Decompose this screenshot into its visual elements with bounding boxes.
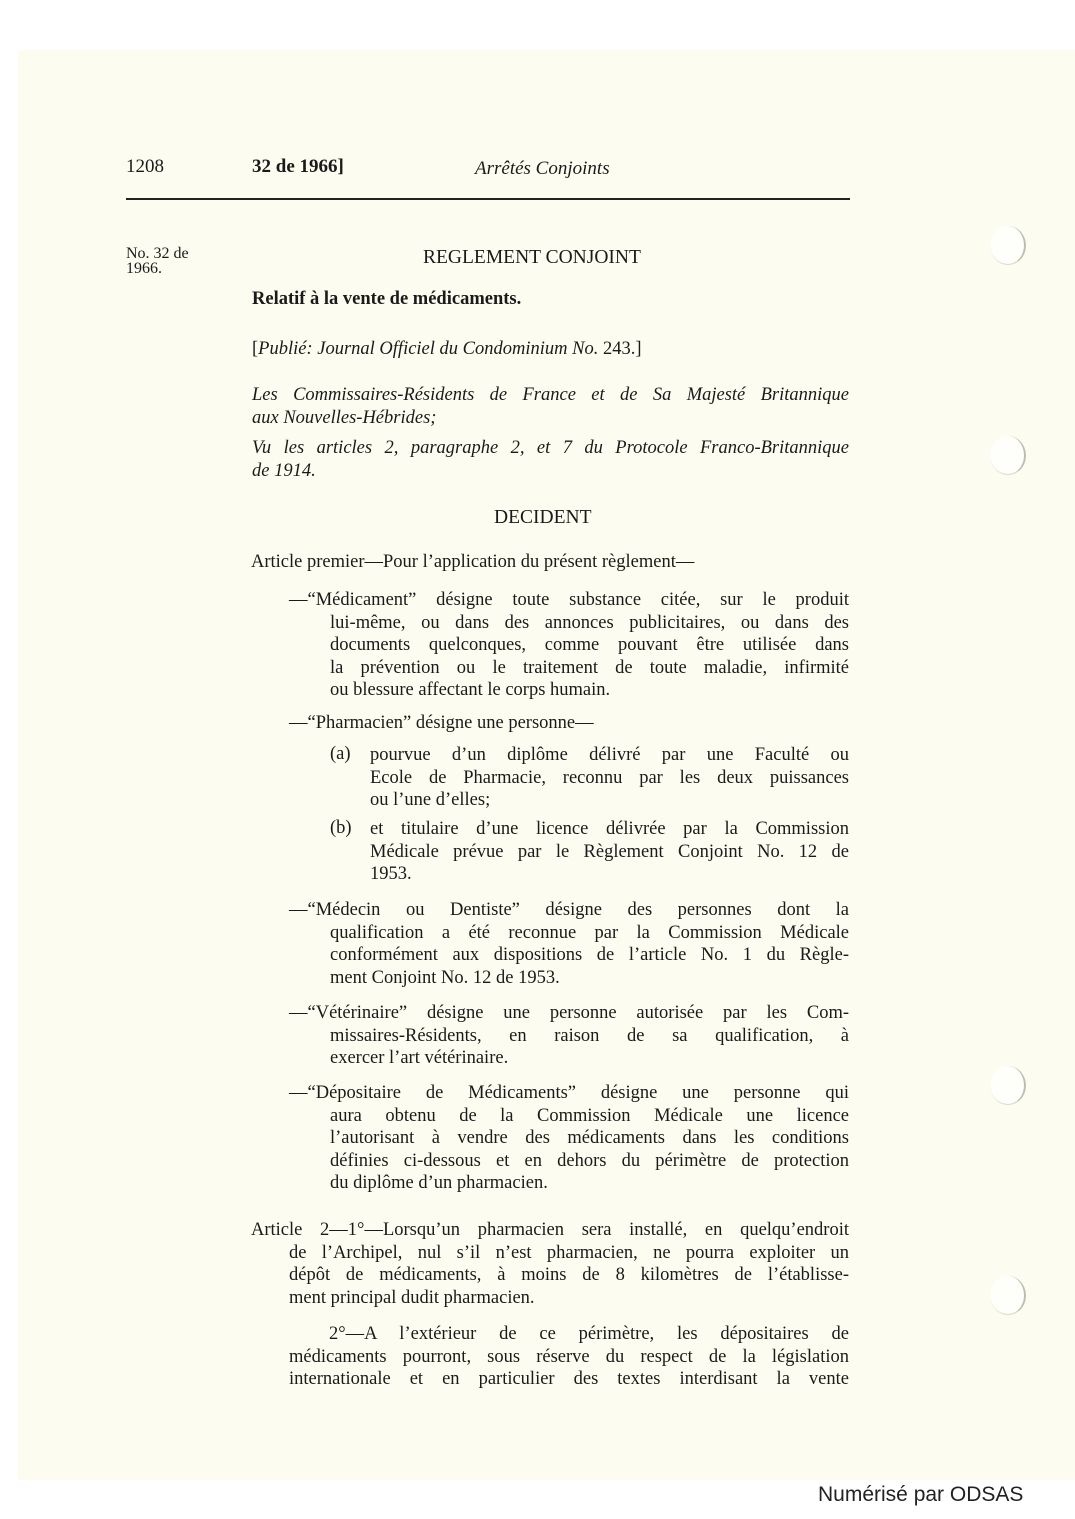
text-line: médicaments pourront, sous réserve du respect de la législation (289, 1346, 849, 1367)
article-2-paragraph-2 (289, 1323, 849, 1391)
text-line: l’autorisant à vendre des médicaments dans les conditions (330, 1128, 849, 1149)
text-line: exercer l’art vétérinaire. (330, 1048, 509, 1069)
text-line: ment principal dudit pharmacien. (289, 1287, 535, 1308)
text-line: internationale et en particulier des textes interdisant la vente (289, 1369, 849, 1390)
text-line: 2°—A l’extérieur de ce périmètre, les dépositaires de (329, 1324, 849, 1344)
text-line: ou blessure affectant le corps humain. (330, 680, 611, 701)
text-line: la prévention ou le traitement de toute maladie, infirmité (330, 657, 849, 678)
text-line: pourvue d’un diplôme délivré par une Faculté ou (370, 745, 849, 765)
punch-hole (990, 1066, 1026, 1105)
text-line: de l’Archipel, nul s’il n’est pharmacien, ne pourra exploiter un (289, 1242, 849, 1263)
punch-hole (990, 1276, 1026, 1315)
text-line: définies ci-dessous et en dehors du périmètre de protection (330, 1150, 849, 1171)
text-line: qualification a été reconnue par la Commission Médicale (330, 922, 849, 943)
definition-medicament (289, 589, 849, 702)
header-reference: 32 de 1966] (252, 156, 344, 177)
item-b-label: (b) (330, 818, 352, 838)
text-line: Article 2—1°—Lorsqu’un pharmacien sera installé, en quelqu’endroit (251, 1220, 849, 1240)
definition-pharmacien: —“Pharmacien” désigne une personne— (289, 713, 594, 733)
text-line: aux Nouvelles-Hébrides; (252, 407, 437, 428)
text-line: ment Conjoint No. 12 de 1953. (330, 967, 560, 988)
running-title: Arrêtés Conjoints (475, 158, 610, 179)
article-2-paragraph-1 (251, 1219, 849, 1309)
text-line: —“Dépositaire de Médicaments” désigne une personne qui (289, 1083, 849, 1103)
text-line: 1953. (370, 864, 412, 885)
article-1-intro: Article premier—Pour l’application du présent règlement— (251, 552, 695, 572)
preamble-protocol (252, 437, 849, 482)
preamble-residents (252, 384, 849, 429)
text-line: de 1914. (252, 460, 316, 481)
margin-note-line: 1966. (126, 260, 162, 277)
text-line: missaires-Résidents, en raison de sa qualification, à (330, 1025, 849, 1046)
text-line: conformément aux dispositions de l’article No. 1 du Règle- (330, 945, 849, 966)
punch-hole (990, 226, 1026, 265)
text-line: lui-même, ou dans des annonces publicitaires, ou dans des (330, 612, 849, 633)
text-line: Les Commissaires-Résidents de France et de Sa Majesté Britannique (252, 385, 849, 405)
margin-note-line: No. 32 de (126, 245, 189, 262)
document-heading: REGLEMENT CONJOINT (423, 247, 641, 268)
punch-hole (990, 436, 1026, 475)
definition-depositaire (289, 1082, 849, 1195)
text-line: du diplôme d’un pharmacien. (330, 1173, 548, 1194)
text-line: documents quelconques, comme pouvant être utilisée dans (330, 635, 849, 656)
text-line: et titulaire d’une licence délivrée par la Commission (370, 819, 849, 839)
text-line: —“Vétérinaire” désigne une personne autorisée par les Com- (289, 1003, 849, 1023)
text-line: Médicale prévue par le Règlement Conjoint No. 12 de (370, 841, 849, 862)
text-line: —“Médicament” désigne toute substance citée, sur le produit (289, 590, 849, 610)
text-line: —“Médecin ou Dentiste” désigne des personnes dont la (289, 900, 849, 920)
item-b (370, 818, 849, 886)
text-line: aura obtenu de la Commission Médicale une licence (330, 1105, 849, 1126)
publication-number: 243.] (598, 339, 642, 359)
digitization-credit: Numérisé par ODSAS (818, 1483, 1024, 1506)
margin-note (126, 246, 189, 276)
decident-heading: DECIDENT (494, 507, 592, 528)
item-a (370, 744, 849, 812)
bracket: [ (252, 339, 259, 359)
text-line: dépôt de médicaments, à moins de 8 kilomètres de l’établisse- (289, 1265, 849, 1286)
document-subtitle: Relatif à la vente de médicaments. (252, 289, 522, 309)
definition-medecin (289, 899, 849, 989)
text-line: Ecole de Pharmacie, reconnu par les deux puissances (370, 767, 849, 788)
text-line: Vu les articles 2, paragraphe 2, et 7 du Protocole Franco-Britannique (252, 438, 849, 458)
publication-source: Publié: Journal Officiel du Condominium No. (258, 339, 599, 359)
text-line: ou l’une d’elles; (370, 790, 491, 811)
page-number: 1208 (126, 156, 164, 177)
item-a-label: (a) (330, 744, 351, 764)
publication-note (252, 339, 642, 360)
header-rule (126, 198, 850, 200)
definition-veterinaire (289, 1002, 849, 1070)
